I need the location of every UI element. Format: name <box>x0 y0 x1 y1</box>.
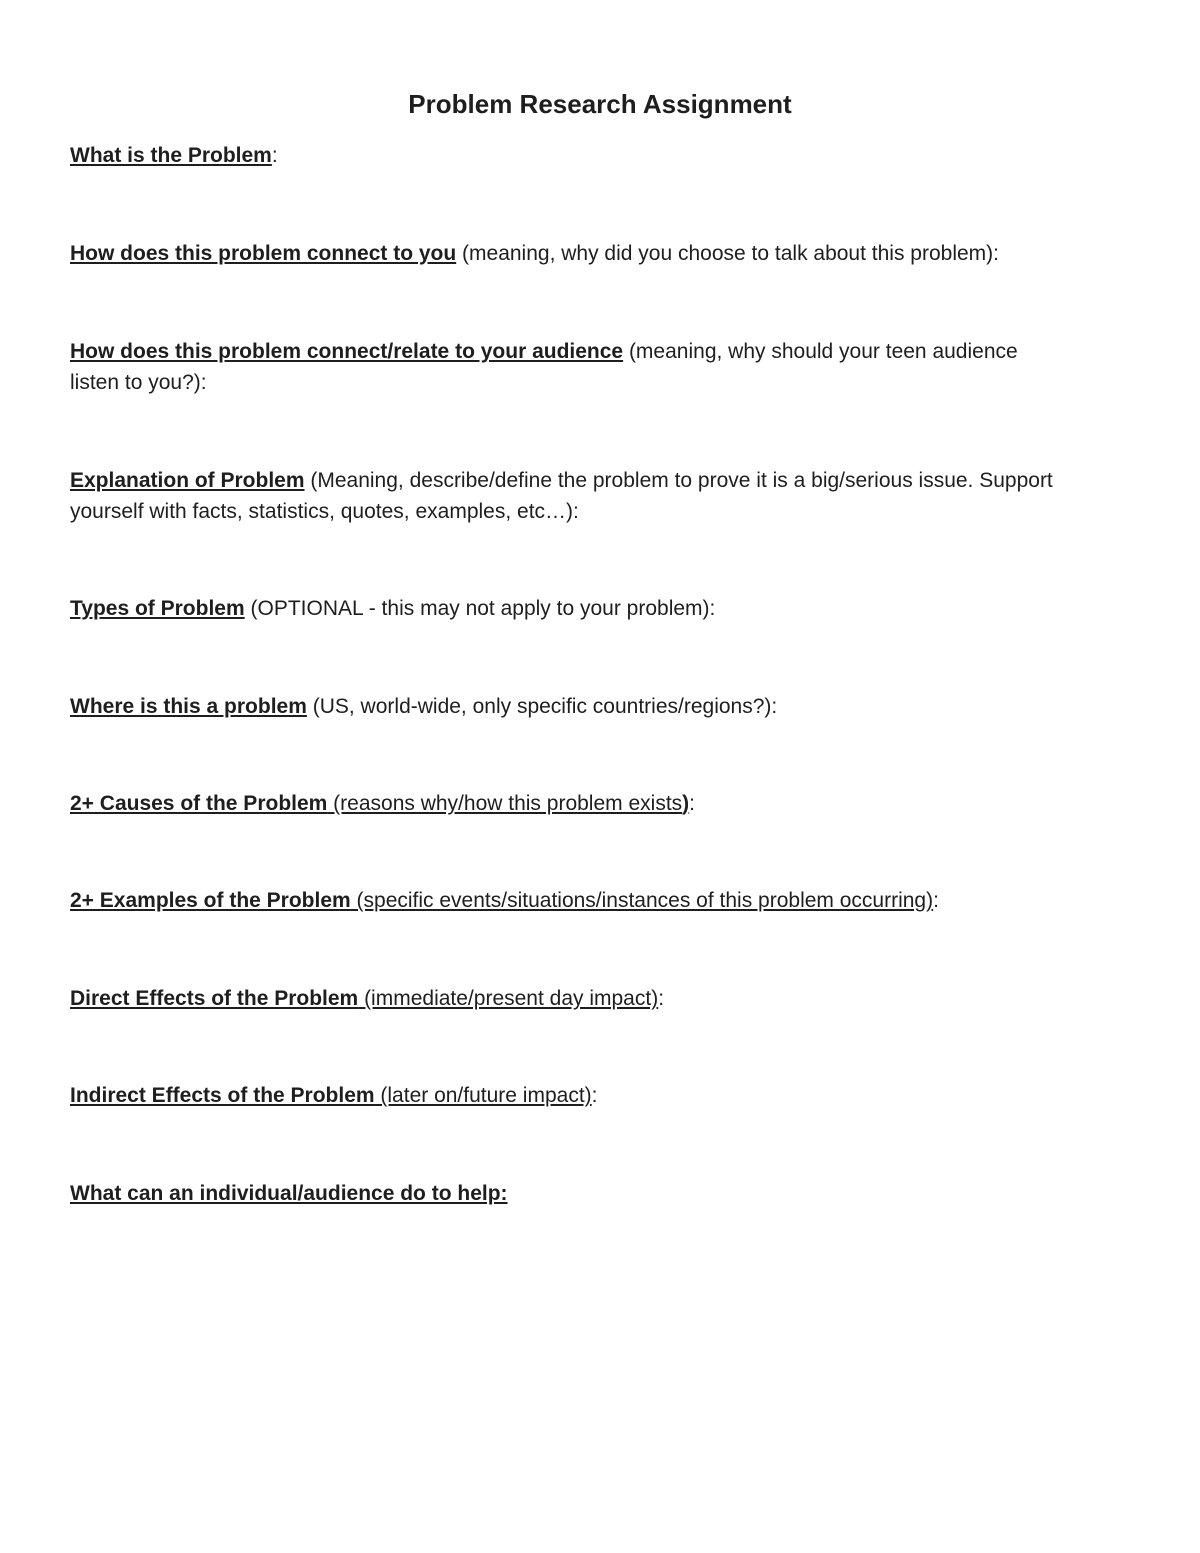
question-note: (later on/future impact) <box>374 1084 592 1107</box>
question-label: How does this problem connect to you <box>70 242 457 265</box>
question-label: 2+ Causes of the Problem <box>70 792 328 815</box>
question-indirect-effects <box>70 1080 1130 1111</box>
question-connect-to-audience <box>70 336 1060 398</box>
question-types <box>70 593 1130 624</box>
question-label: What can an individual/audience do to help: <box>70 1182 508 1205</box>
question-label: 2+ Examples of the Problem <box>70 889 351 912</box>
question-direct-effects <box>70 983 1130 1014</box>
question-label: Explanation of Problem <box>70 469 305 492</box>
question-label: Direct Effects of the Problem <box>70 987 359 1010</box>
question-label: Types of Problem <box>70 597 245 620</box>
page-title: Problem Research Assignment <box>408 89 792 119</box>
question-examples <box>70 885 1130 916</box>
question-tail: : <box>271 144 278 167</box>
question-label: Where is this a problem <box>70 695 307 718</box>
question-how-to-help <box>70 1178 1130 1209</box>
question-note: (meaning, why did you choose to talk about this problem): <box>456 242 999 265</box>
question-where <box>70 691 1130 722</box>
question-close: ) <box>682 792 690 815</box>
question-tail: : <box>933 889 939 912</box>
question-note: (OPTIONAL - this may not apply to your problem): <box>244 597 716 620</box>
question-note: (US, world-wide, only specific countries/regions?): <box>306 695 778 718</box>
question-note: (reasons why/how this problem exists <box>327 792 683 815</box>
question-label: How does this problem connect/relate to your audience <box>70 340 624 363</box>
question-note: (immediate/present day impact) <box>358 987 659 1010</box>
question-note: (Meaning, describe/define the problem to prove it is a big/serious issue. Support yourself with facts, statistics, quotes, examples, etc…): <box>70 469 1053 523</box>
question-tail: : <box>658 987 665 1010</box>
question-note: (specific events/situations/instances of this problem occurring) <box>350 889 934 912</box>
question-what-is-problem <box>70 140 1130 171</box>
question-label: Indirect Effects of the Problem <box>70 1084 375 1107</box>
question-tail: : <box>591 1084 598 1107</box>
question-note: (meaning, why should your teen audience listen to you?): <box>70 340 1018 394</box>
question-label: What is the Problem <box>70 144 272 167</box>
question-tail: : <box>689 792 695 815</box>
question-explanation <box>70 465 1130 527</box>
question-causes <box>70 788 1130 819</box>
question-connect-to-you <box>70 238 1130 269</box>
